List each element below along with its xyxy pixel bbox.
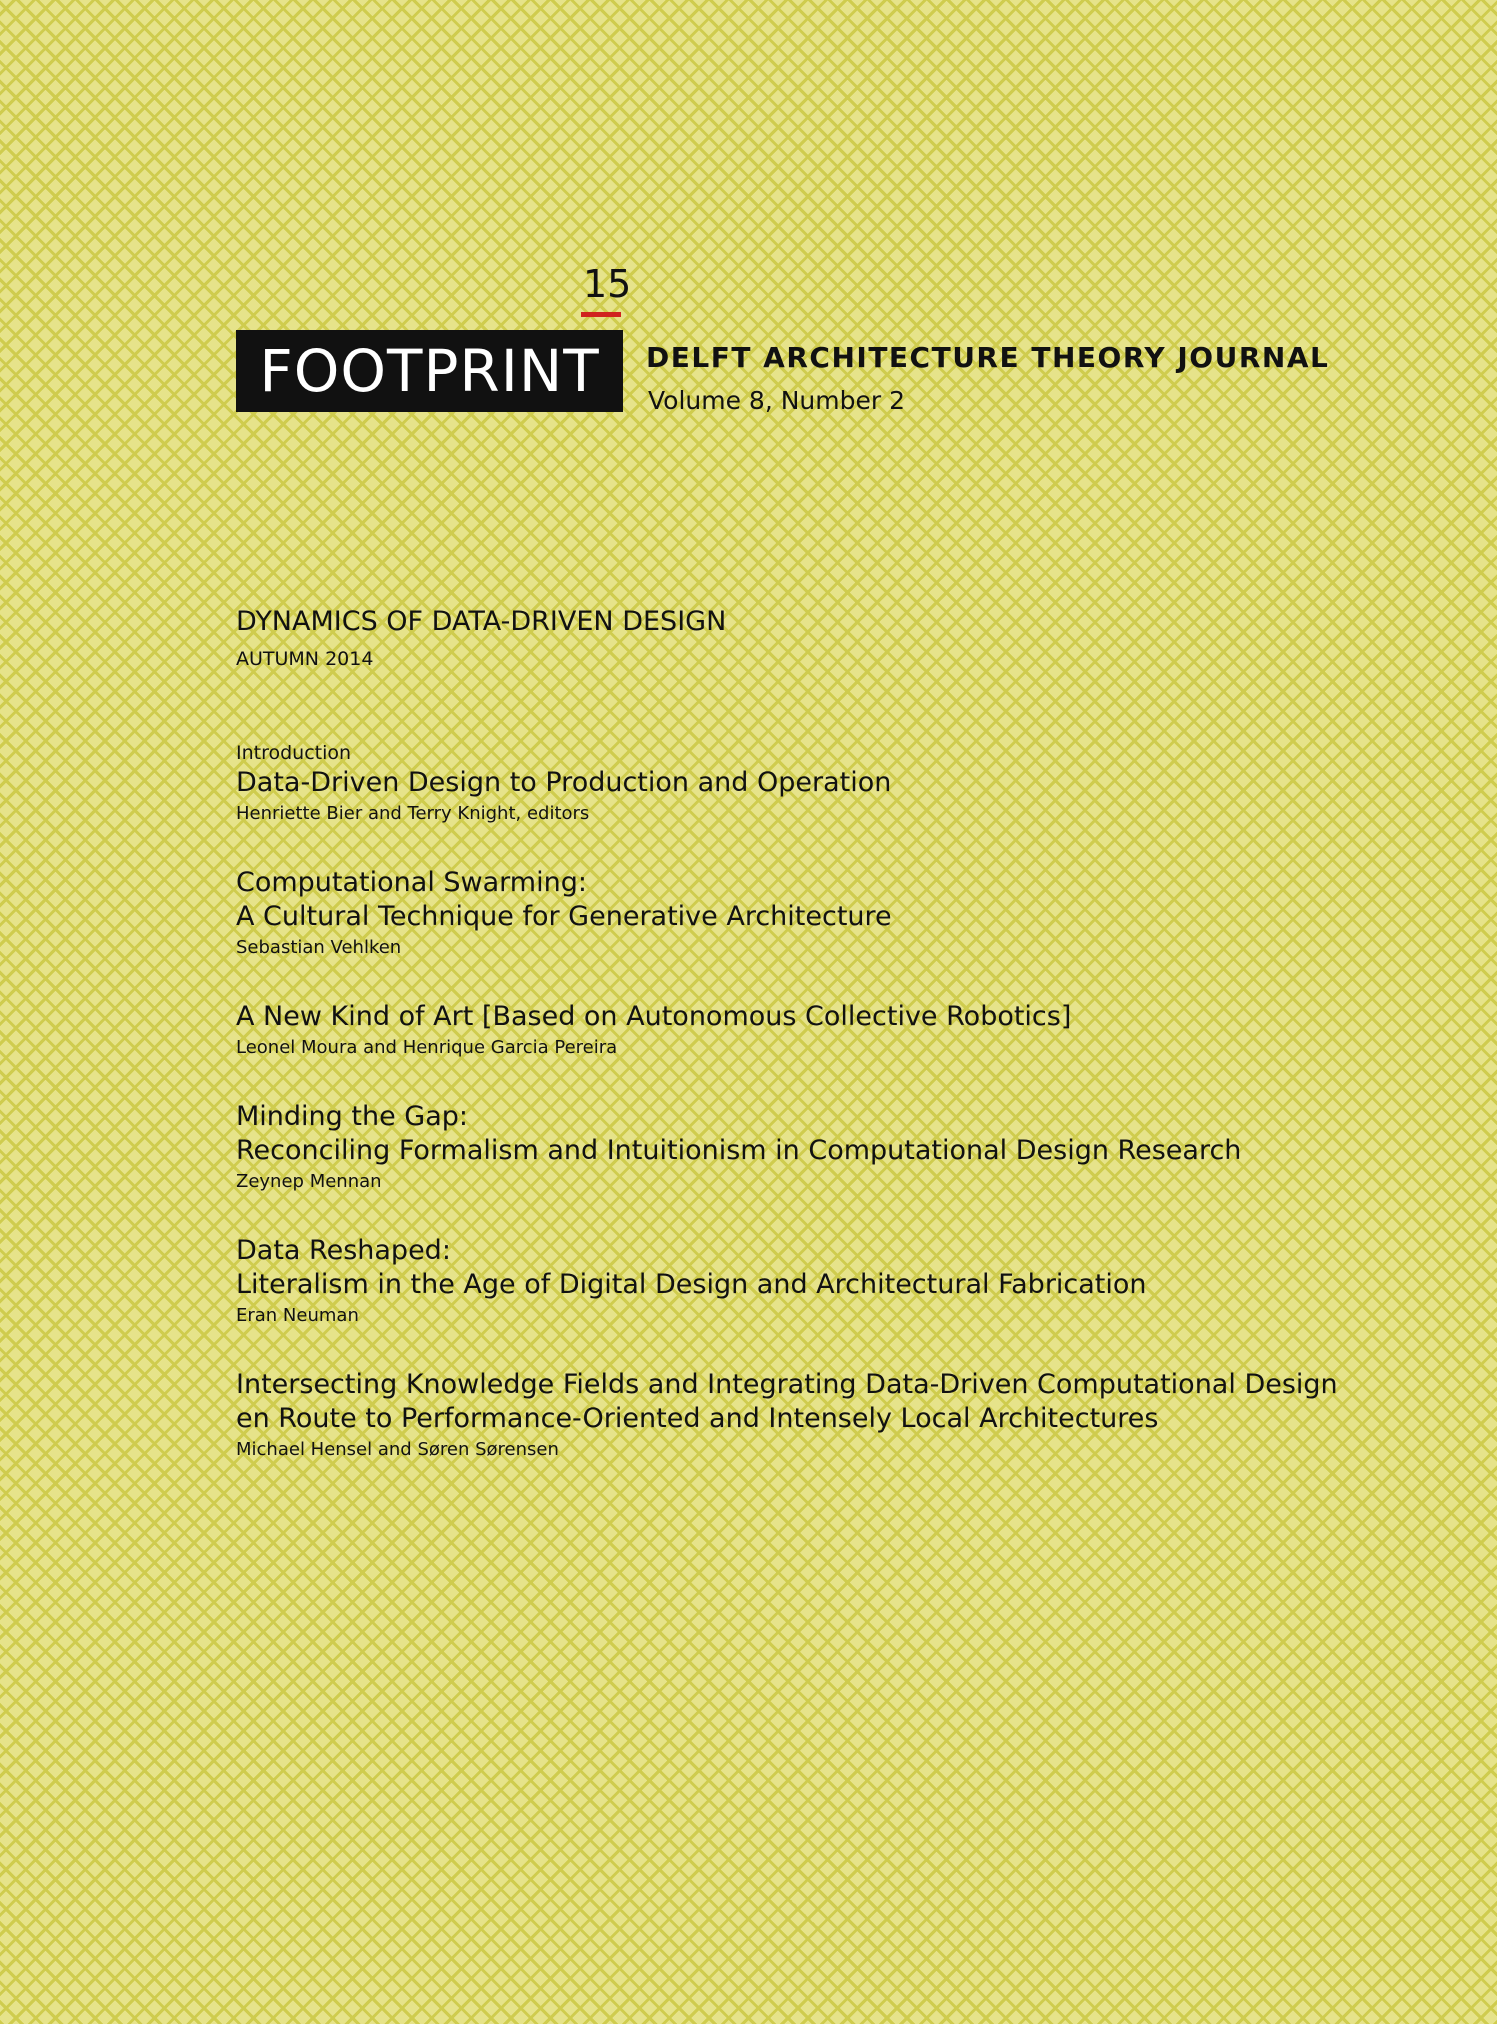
toc-author: Henriette Bier and Terry Knight, editors	[236, 803, 590, 824]
journal-name: DELFT ARCHITECTURE THEORY JOURNAL	[646, 341, 1330, 374]
toc-subtitle: Reconciling Formalism and Intuitionism in Computational Design Research	[236, 1135, 1242, 1166]
toc-title: Minding the Gap:	[236, 1101, 468, 1132]
toc-entry	[236, 866, 1336, 962]
issue-underline	[581, 312, 621, 317]
toc-subtitle: Literalism in the Age of Digital Design and Architectural Fabrication	[236, 1269, 1147, 1300]
toc-title: Data Reshaped:	[236, 1235, 451, 1266]
toc-entry	[236, 1368, 1336, 1464]
theme-title: DYNAMICS OF DATA-DRIVEN DESIGN	[236, 606, 727, 637]
toc-author: Michael Hensel and Søren Sørensen	[236, 1439, 559, 1460]
footprint-logo	[236, 330, 623, 412]
issue-number: 15	[583, 262, 632, 306]
volume-info: Volume 8, Number 2	[648, 386, 906, 415]
toc-title: A New Kind of Art [Based on Autonomous Collective Robotics]	[236, 1001, 1072, 1032]
logo-text: FOOTPRINT	[259, 337, 600, 405]
toc-title: Intersecting Knowledge Fields and Integrating Data-Driven Computational Design	[236, 1369, 1338, 1400]
toc-entry	[236, 740, 1336, 828]
season-label: AUTUMN 2014	[236, 648, 374, 670]
toc-entry	[236, 1100, 1336, 1196]
toc-entry	[236, 1234, 1336, 1330]
toc-subtitle: en Route to Performance-Oriented and Intensely Local Architectures	[236, 1403, 1159, 1434]
toc-section-label: Introduction	[236, 742, 352, 764]
toc-title: Data-Driven Design to Production and Operation	[236, 767, 892, 798]
toc-author: Leonel Moura and Henrique Garcia Pereira	[236, 1037, 618, 1058]
toc-subtitle: A Cultural Technique for Generative Architecture	[236, 901, 892, 932]
toc-author: Zeynep Mennan	[236, 1171, 382, 1192]
toc-author: Eran Neuman	[236, 1305, 359, 1326]
toc-title: Computational Swarming:	[236, 867, 587, 898]
table-of-contents	[236, 740, 1336, 1464]
toc-author: Sebastian Vehlken	[236, 937, 402, 958]
toc-entry	[236, 1000, 1336, 1062]
